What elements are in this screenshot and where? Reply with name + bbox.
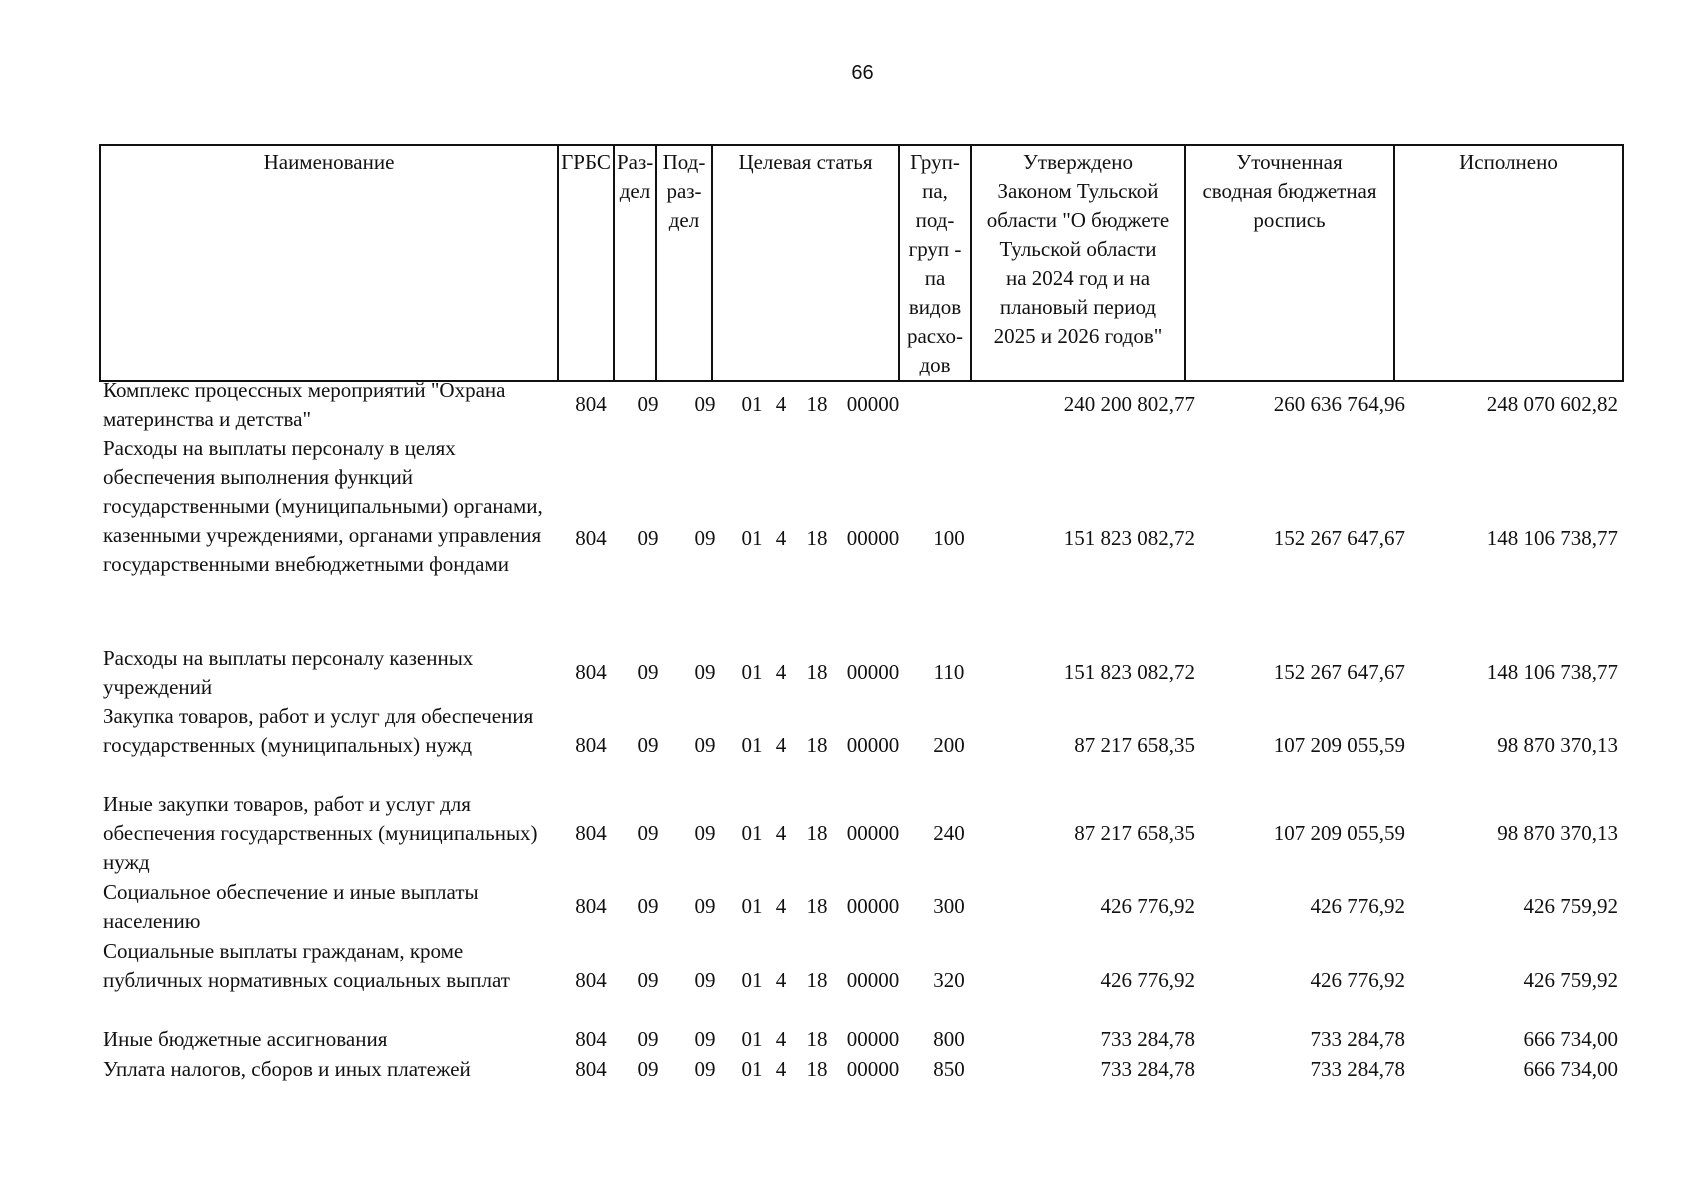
header-grbs: ГРБС bbox=[558, 145, 614, 381]
row-name: Социальное обеспечение и иные выплаты населению bbox=[103, 880, 479, 933]
row-target-1: 01 bbox=[741, 894, 763, 918]
row-group: 300 bbox=[933, 894, 965, 918]
row-target-3: 18 bbox=[806, 392, 828, 416]
row-refined: 107 209 055,59 bbox=[1273, 821, 1405, 845]
row-target-1: 01 bbox=[741, 968, 763, 992]
row-group: 100 bbox=[933, 526, 965, 550]
row-approved: 426 776,92 bbox=[1100, 968, 1195, 992]
row-podrazdel: 09 bbox=[694, 660, 716, 684]
row-refined: 733 284,78 bbox=[1310, 1057, 1405, 1081]
row-target-1: 01 bbox=[741, 733, 763, 757]
row-podrazdel: 09 bbox=[694, 526, 716, 550]
row-group: 200 bbox=[933, 733, 965, 757]
header-podrazdel: Под- раз- дел bbox=[656, 145, 712, 381]
row-refined: 426 776,92 bbox=[1310, 894, 1405, 918]
row-target-4: 00000 bbox=[846, 733, 900, 757]
row-executed: 148 106 738,77 bbox=[1486, 660, 1618, 684]
row-executed: 98 870 370,13 bbox=[1497, 733, 1618, 757]
row-approved: 733 284,78 bbox=[1100, 1057, 1195, 1081]
row-podrazdel: 09 bbox=[694, 733, 716, 757]
header-refined: Уточненная сводная бюджетная роспись bbox=[1185, 145, 1394, 381]
row-target-1: 01 bbox=[741, 1057, 763, 1081]
header-target-article: Целевая статья bbox=[712, 145, 899, 381]
row-approved: 733 284,78 bbox=[1100, 1027, 1195, 1051]
row-target-3: 18 bbox=[806, 968, 828, 992]
row-target-2: 4 bbox=[775, 968, 787, 992]
row-target-2: 4 bbox=[775, 1057, 787, 1081]
row-refined: 733 284,78 bbox=[1310, 1027, 1405, 1051]
row-group: 800 bbox=[933, 1027, 965, 1051]
row-target-4: 00000 bbox=[846, 968, 900, 992]
row-target-2: 4 bbox=[775, 821, 787, 845]
row-target-2: 4 bbox=[775, 392, 787, 416]
row-refined: 152 267 647,67 bbox=[1273, 660, 1405, 684]
row-grbs: 804 bbox=[575, 1027, 607, 1051]
row-razdel: 09 bbox=[637, 660, 659, 684]
row-executed: 426 759,92 bbox=[1523, 894, 1618, 918]
row-podrazdel: 09 bbox=[694, 1057, 716, 1081]
row-target-2: 4 bbox=[775, 894, 787, 918]
row-razdel: 09 bbox=[637, 733, 659, 757]
row-approved: 151 823 082,72 bbox=[1063, 660, 1195, 684]
row-group: 850 bbox=[933, 1057, 965, 1081]
header-name: Наименование bbox=[100, 145, 558, 381]
row-name: Иные бюджетные ассигнования bbox=[103, 1027, 388, 1051]
row-target-4: 00000 bbox=[846, 526, 900, 550]
row-target-1: 01 bbox=[741, 660, 763, 684]
row-razdel: 09 bbox=[637, 1057, 659, 1081]
header-expense-group: Груп- па, под- груп - па видов расхо- дов bbox=[899, 145, 971, 381]
row-podrazdel: 09 bbox=[694, 821, 716, 845]
row-name: Комплекс процессных мероприятий "Охрана материнства и детства" bbox=[103, 378, 506, 431]
row-target-2: 4 bbox=[775, 660, 787, 684]
row-approved: 87 217 658,35 bbox=[1074, 733, 1195, 757]
row-executed: 666 734,00 bbox=[1523, 1057, 1618, 1081]
row-target-1: 01 bbox=[741, 392, 763, 416]
row-executed: 426 759,92 bbox=[1523, 968, 1618, 992]
row-grbs: 804 bbox=[575, 894, 607, 918]
row-razdel: 09 bbox=[637, 1027, 659, 1051]
row-podrazdel: 09 bbox=[694, 1027, 716, 1051]
row-refined: 260 636 764,96 bbox=[1273, 392, 1405, 416]
row-refined: 426 776,92 bbox=[1310, 968, 1405, 992]
row-group: 320 bbox=[933, 968, 965, 992]
row-grbs: 804 bbox=[575, 660, 607, 684]
row-razdel: 09 bbox=[637, 968, 659, 992]
row-executed: 248 070 602,82 bbox=[1486, 392, 1618, 416]
row-name: Уплата налогов, сборов и иных платежей bbox=[103, 1057, 471, 1081]
row-approved: 240 200 802,77 bbox=[1063, 392, 1195, 416]
row-podrazdel: 09 bbox=[694, 392, 716, 416]
row-approved: 87 217 658,35 bbox=[1074, 821, 1195, 845]
row-target-4: 00000 bbox=[846, 660, 900, 684]
row-target-2: 4 bbox=[775, 733, 787, 757]
row-group: 110 bbox=[933, 660, 965, 684]
page-number: 66 bbox=[851, 62, 874, 84]
row-target-3: 18 bbox=[806, 894, 828, 918]
row-name: Закупка товаров, работ и услуг для обеспечения государственных (муниципальных) нужд bbox=[103, 704, 534, 757]
row-approved: 426 776,92 bbox=[1100, 894, 1195, 918]
header-approved: Утверждено Законом Тульской области "О бюджете Тульской области на 2024 год и на плановый период 2025 и 2026 годов" bbox=[971, 145, 1185, 381]
row-target-4: 00000 bbox=[846, 1027, 900, 1051]
row-name: Расходы на выплаты персоналу в целях обеспечения выполнения функций государственными (муниципальными) органами, казенными учреждениями, органами управления государственными внебюджетными фондами bbox=[103, 436, 543, 576]
row-name: Иные закупки товаров, работ и услуг для обеспечения государственных (муниципальных) нужд bbox=[103, 792, 538, 874]
row-group: 240 bbox=[933, 821, 965, 845]
row-target-3: 18 bbox=[806, 1057, 828, 1081]
row-grbs: 804 bbox=[575, 733, 607, 757]
row-target-3: 18 bbox=[806, 1027, 828, 1051]
row-podrazdel: 09 bbox=[694, 968, 716, 992]
table-header bbox=[99, 144, 1624, 382]
row-target-2: 4 bbox=[775, 1027, 787, 1051]
row-grbs: 804 bbox=[575, 1057, 607, 1081]
row-grbs: 804 bbox=[575, 526, 607, 550]
row-target-3: 18 bbox=[806, 526, 828, 550]
row-razdel: 09 bbox=[637, 392, 659, 416]
row-target-4: 00000 bbox=[846, 821, 900, 845]
row-target-4: 00000 bbox=[846, 894, 900, 918]
row-razdel: 09 bbox=[637, 821, 659, 845]
header-executed: Исполнено bbox=[1394, 145, 1623, 381]
row-grbs: 804 bbox=[575, 968, 607, 992]
row-target-1: 01 bbox=[741, 1027, 763, 1051]
row-name: Социальные выплаты гражданам, кроме публичных нормативных социальных выплат bbox=[103, 939, 510, 992]
row-podrazdel: 09 bbox=[694, 894, 716, 918]
row-target-1: 01 bbox=[741, 821, 763, 845]
row-grbs: 804 bbox=[575, 392, 607, 416]
row-target-4: 00000 bbox=[846, 392, 900, 416]
row-target-3: 18 bbox=[806, 733, 828, 757]
row-target-2: 4 bbox=[775, 526, 787, 550]
row-approved: 151 823 082,72 bbox=[1063, 526, 1195, 550]
row-target-1: 01 bbox=[741, 526, 763, 550]
row-grbs: 804 bbox=[575, 821, 607, 845]
row-executed: 148 106 738,77 bbox=[1486, 526, 1618, 550]
row-target-3: 18 bbox=[806, 660, 828, 684]
row-razdel: 09 bbox=[637, 894, 659, 918]
row-executed: 666 734,00 bbox=[1523, 1027, 1618, 1051]
row-executed: 98 870 370,13 bbox=[1497, 821, 1618, 845]
row-refined: 107 209 055,59 bbox=[1273, 733, 1405, 757]
row-razdel: 09 bbox=[637, 526, 659, 550]
row-target-4: 00000 bbox=[846, 1057, 900, 1081]
row-refined: 152 267 647,67 bbox=[1273, 526, 1405, 550]
row-name: Расходы на выплаты персоналу казенных учреждений bbox=[103, 646, 474, 699]
row-target-3: 18 bbox=[806, 821, 828, 845]
header-razdel: Раз- дел bbox=[614, 145, 656, 381]
